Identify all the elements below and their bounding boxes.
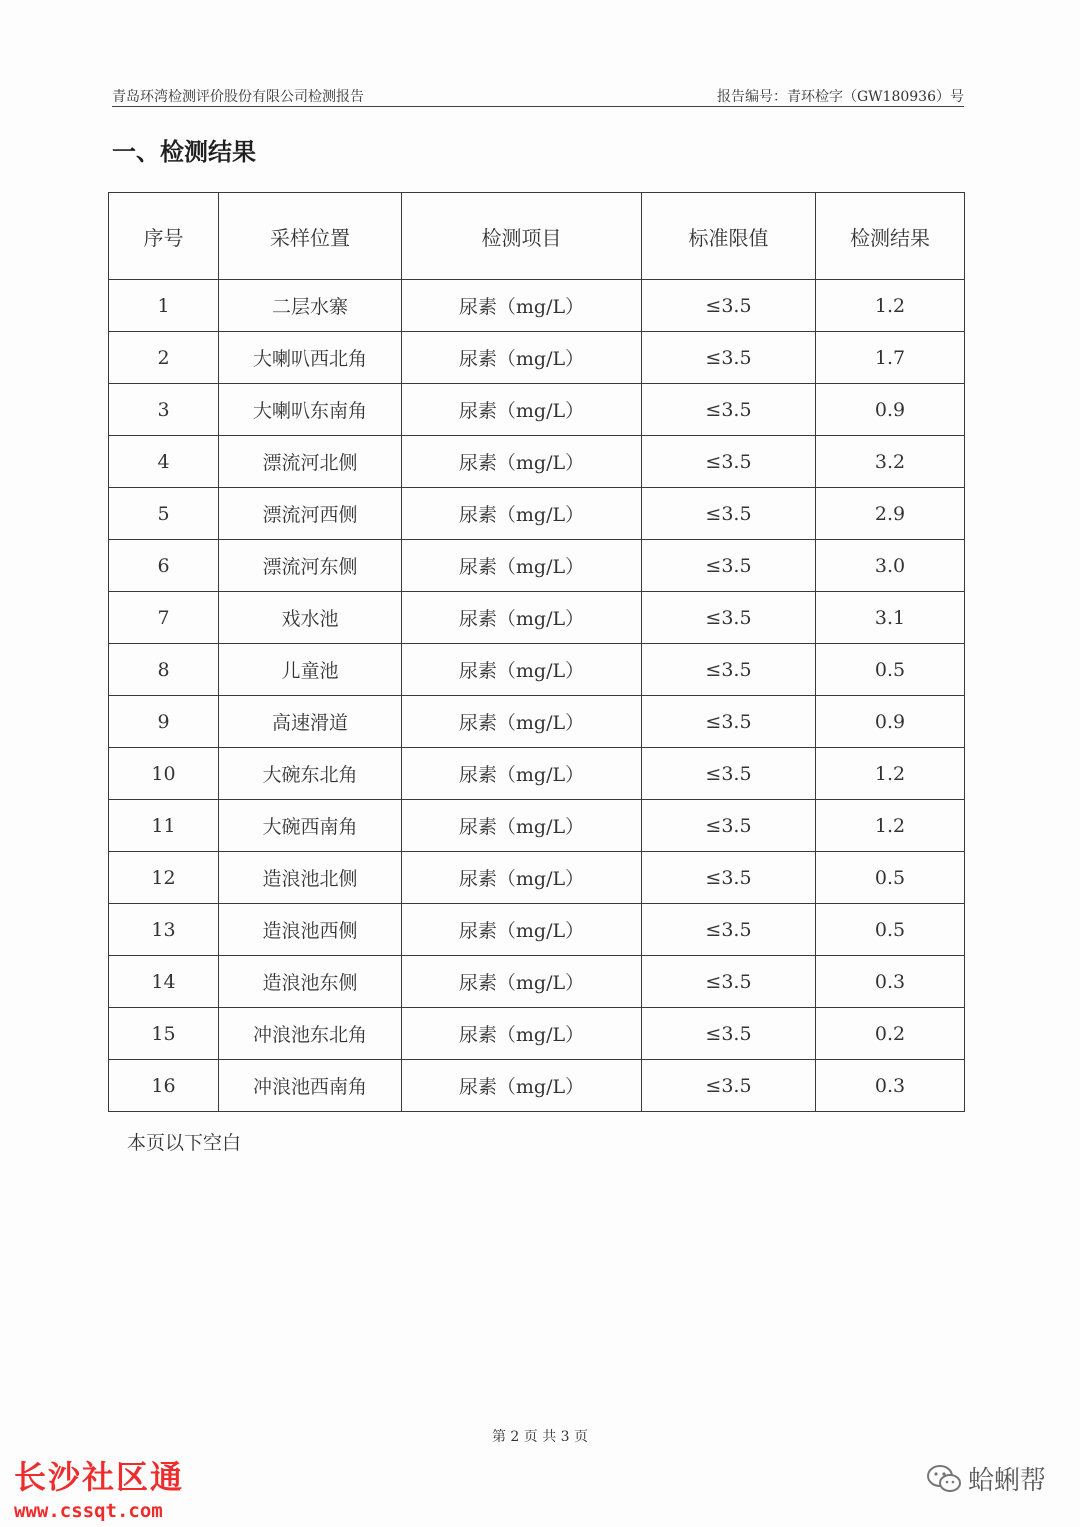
- cell-index: 15: [109, 1008, 219, 1060]
- cell-location: 漂流河西侧: [219, 488, 402, 540]
- cell-index: 10: [109, 748, 219, 800]
- table-row: [109, 800, 965, 852]
- cell-standard: ≤3.5: [642, 1060, 816, 1112]
- cell-item: 尿素（mg/L）: [402, 956, 642, 1008]
- cell-item: 尿素（mg/L）: [402, 592, 642, 644]
- cell-standard: ≤3.5: [642, 748, 816, 800]
- watermark-account-name: 蛤蜊帮: [967, 1466, 1046, 1496]
- table-row: [109, 436, 965, 488]
- table-row: [109, 332, 965, 384]
- header-standard: 标准限值: [642, 193, 816, 280]
- cell-item: 尿素（mg/L）: [402, 436, 642, 488]
- table-row: [109, 696, 965, 748]
- cell-result: 0.9: [816, 696, 965, 748]
- cell-location: 冲浪池东北角: [219, 1008, 402, 1060]
- cell-result: 0.5: [816, 904, 965, 956]
- cell-location: 大喇叭东南角: [219, 384, 402, 436]
- header-location: 采样位置: [219, 193, 402, 280]
- cell-standard: ≤3.5: [642, 332, 816, 384]
- cell-standard: ≤3.5: [642, 280, 816, 332]
- table-row: [109, 748, 965, 800]
- cell-item: 尿素（mg/L）: [402, 852, 642, 904]
- cell-standard: ≤3.5: [642, 436, 816, 488]
- cell-standard: ≤3.5: [642, 644, 816, 696]
- cell-item: 尿素（mg/L）: [402, 488, 642, 540]
- cell-item: 尿素（mg/L）: [402, 1008, 642, 1060]
- cell-item: 尿素（mg/L）: [402, 748, 642, 800]
- cell-index: 5: [109, 488, 219, 540]
- report-header: [112, 84, 964, 107]
- cell-location: 漂流河北侧: [219, 436, 402, 488]
- table-row: [109, 1060, 965, 1112]
- cell-result: 0.2: [816, 1008, 965, 1060]
- cell-standard: ≤3.5: [642, 956, 816, 1008]
- cell-index: 6: [109, 540, 219, 592]
- header-item: 检测项目: [402, 193, 642, 280]
- company-report-title: 青岛环湾检测评价股份有限公司检测报告: [112, 89, 364, 105]
- cell-location: 冲浪池西南角: [219, 1060, 402, 1112]
- watermark-logo-left: [14, 1452, 184, 1522]
- cell-index: 3: [109, 384, 219, 436]
- cell-index: 8: [109, 644, 219, 696]
- header-result: 检测结果: [816, 193, 965, 280]
- cell-result: 1.7: [816, 332, 965, 384]
- cell-location: 戏水池: [219, 592, 402, 644]
- cell-location: 儿童池: [219, 644, 402, 696]
- cell-index: 13: [109, 904, 219, 956]
- table-row: [109, 956, 965, 1008]
- header-index: 序号: [109, 193, 219, 280]
- report-number: 报告编号：青环检字（GW180936）号: [716, 89, 964, 105]
- cell-item: 尿素（mg/L）: [402, 904, 642, 956]
- table-row: [109, 1008, 965, 1060]
- table-body: [109, 280, 965, 1112]
- cell-item: 尿素（mg/L）: [402, 696, 642, 748]
- cell-index: 11: [109, 800, 219, 852]
- cell-standard: ≤3.5: [642, 852, 816, 904]
- cell-location: 大喇叭西北角: [219, 332, 402, 384]
- cell-item: 尿素（mg/L）: [402, 280, 642, 332]
- cell-result: 3.1: [816, 592, 965, 644]
- cell-result: 0.9: [816, 384, 965, 436]
- cell-location: 造浪池北侧: [219, 852, 402, 904]
- cell-location: 漂流河东侧: [219, 540, 402, 592]
- cell-standard: ≤3.5: [642, 1008, 816, 1060]
- cell-standard: ≤3.5: [642, 592, 816, 644]
- cell-index: 14: [109, 956, 219, 1008]
- cell-result: 0.5: [816, 852, 965, 904]
- cell-standard: ≤3.5: [642, 488, 816, 540]
- cell-index: 12: [109, 852, 219, 904]
- cell-location: 大碗西南角: [219, 800, 402, 852]
- cell-result: 1.2: [816, 280, 965, 332]
- section-title: 一、检测结果: [112, 138, 256, 166]
- cell-item: 尿素（mg/L）: [402, 1060, 642, 1112]
- table-row: [109, 644, 965, 696]
- table-header-row: [109, 193, 965, 280]
- wechat-icon: [926, 1464, 962, 1494]
- cell-index: 4: [109, 436, 219, 488]
- table-row: [109, 488, 965, 540]
- cell-item: 尿素（mg/L）: [402, 800, 642, 852]
- cell-standard: ≤3.5: [642, 800, 816, 852]
- watermark-url: www.cssqt.com: [14, 1500, 163, 1522]
- cell-location: 造浪池东侧: [219, 956, 402, 1008]
- table-row: [109, 852, 965, 904]
- table-row: [109, 904, 965, 956]
- cell-standard: ≤3.5: [642, 904, 816, 956]
- watermark-title: 长沙社区通: [14, 1458, 185, 1496]
- results-table: [108, 192, 965, 1112]
- page-number: 第 2 页 共 3 页: [491, 1429, 589, 1445]
- cell-result: 1.2: [816, 748, 965, 800]
- cell-index: 16: [109, 1060, 219, 1112]
- cell-index: 7: [109, 592, 219, 644]
- cell-result: 2.9: [816, 488, 965, 540]
- cell-item: 尿素（mg/L）: [402, 644, 642, 696]
- blank-note: 本页以下空白: [127, 1132, 242, 1154]
- cell-location: 二层水寨: [219, 280, 402, 332]
- table-row: [109, 384, 965, 436]
- cell-item: 尿素（mg/L）: [402, 540, 642, 592]
- cell-result: 3.2: [816, 436, 965, 488]
- cell-result: 3.0: [816, 540, 965, 592]
- cell-result: 0.5: [816, 644, 965, 696]
- table-row: [109, 280, 965, 332]
- cell-standard: ≤3.5: [642, 384, 816, 436]
- cell-result: 0.3: [816, 1060, 965, 1112]
- table-row: [109, 592, 965, 644]
- cell-standard: ≤3.5: [642, 696, 816, 748]
- cell-item: 尿素（mg/L）: [402, 384, 642, 436]
- watermark-right: [926, 1460, 1046, 1497]
- cell-index: 2: [109, 332, 219, 384]
- cell-location: 高速滑道: [219, 696, 402, 748]
- cell-index: 9: [109, 696, 219, 748]
- cell-standard: ≤3.5: [642, 540, 816, 592]
- cell-location: 造浪池西侧: [219, 904, 402, 956]
- cell-index: 1: [109, 280, 219, 332]
- cell-location: 大碗东北角: [219, 748, 402, 800]
- cell-item: 尿素（mg/L）: [402, 332, 642, 384]
- cell-result: 1.2: [816, 800, 965, 852]
- cell-result: 0.3: [816, 956, 965, 1008]
- table-row: [109, 540, 965, 592]
